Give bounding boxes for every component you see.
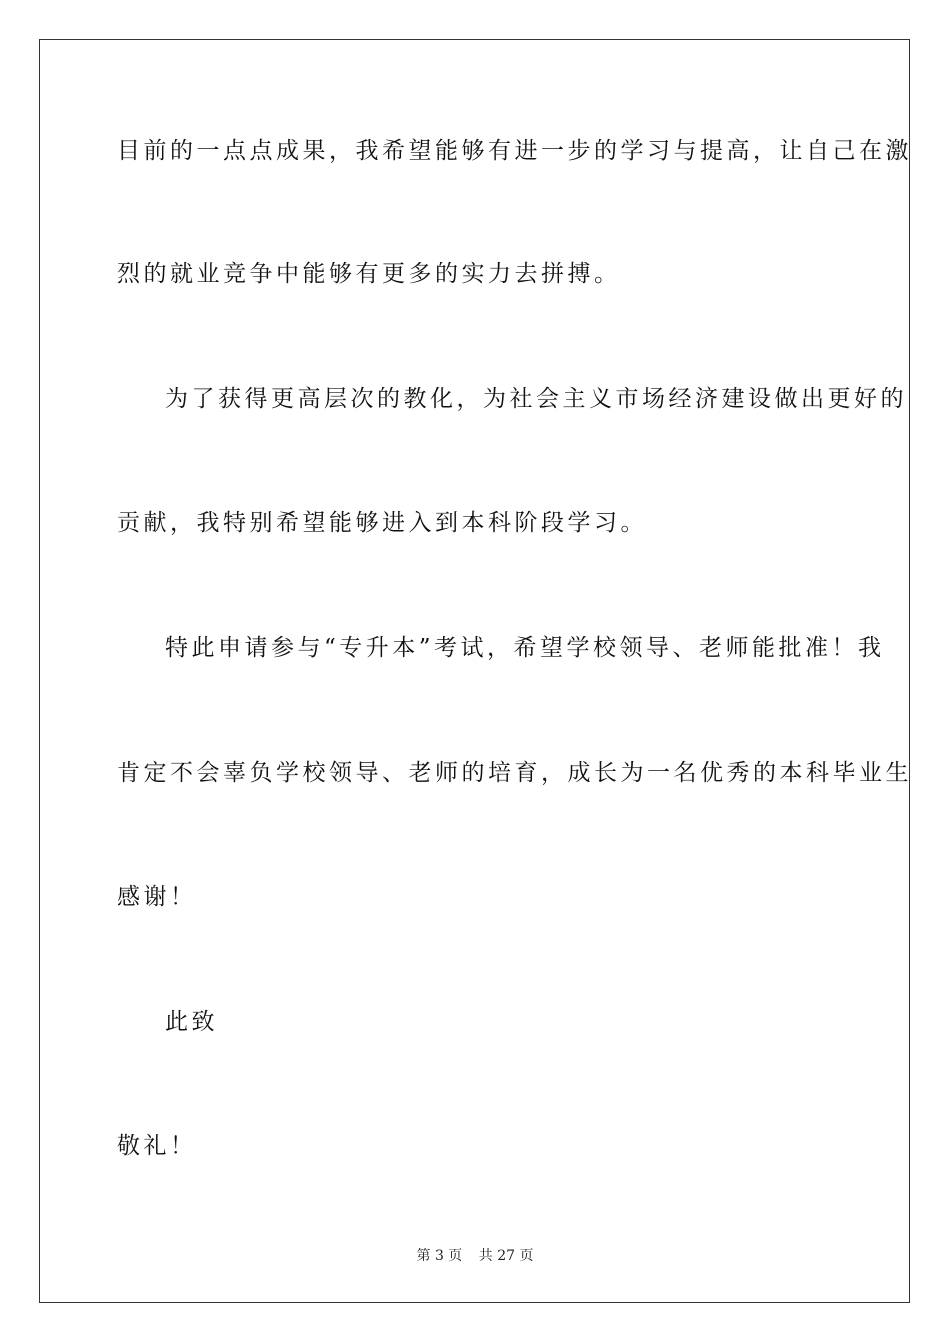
- page-total: 共 27 页: [478, 1248, 534, 1264]
- closing-line: 敬礼！: [117, 1133, 197, 1159]
- paragraph-line: 特此申请参与“专升本”考试，希望学校领导、老师能批准！我: [165, 635, 885, 661]
- page-frame: [39, 39, 910, 1303]
- page-number: 第 3 页: [416, 1248, 463, 1264]
- paragraph-line: 感谢！: [117, 884, 197, 910]
- paragraph-line: 烈的就业竞争中能够有更多的实力去拼搏。: [117, 261, 621, 287]
- paragraph-line: 为了获得更高层次的教化，为社会主义市场经济建设做出更好的: [165, 386, 907, 412]
- closing-line: 此致: [165, 1009, 218, 1035]
- paragraph-line: 贡献，我特别希望能够进入到本科阶段学习。: [117, 510, 647, 536]
- page-footer: [0, 1246, 950, 1266]
- paragraph-line: 肯定不会辜负学校领导、老师的培育，成长为一名优秀的本科毕业生: [117, 760, 912, 786]
- paragraph-line: 目前的一点点成果，我希望能够有进一步的学习与提高，让自己在激: [117, 138, 912, 164]
